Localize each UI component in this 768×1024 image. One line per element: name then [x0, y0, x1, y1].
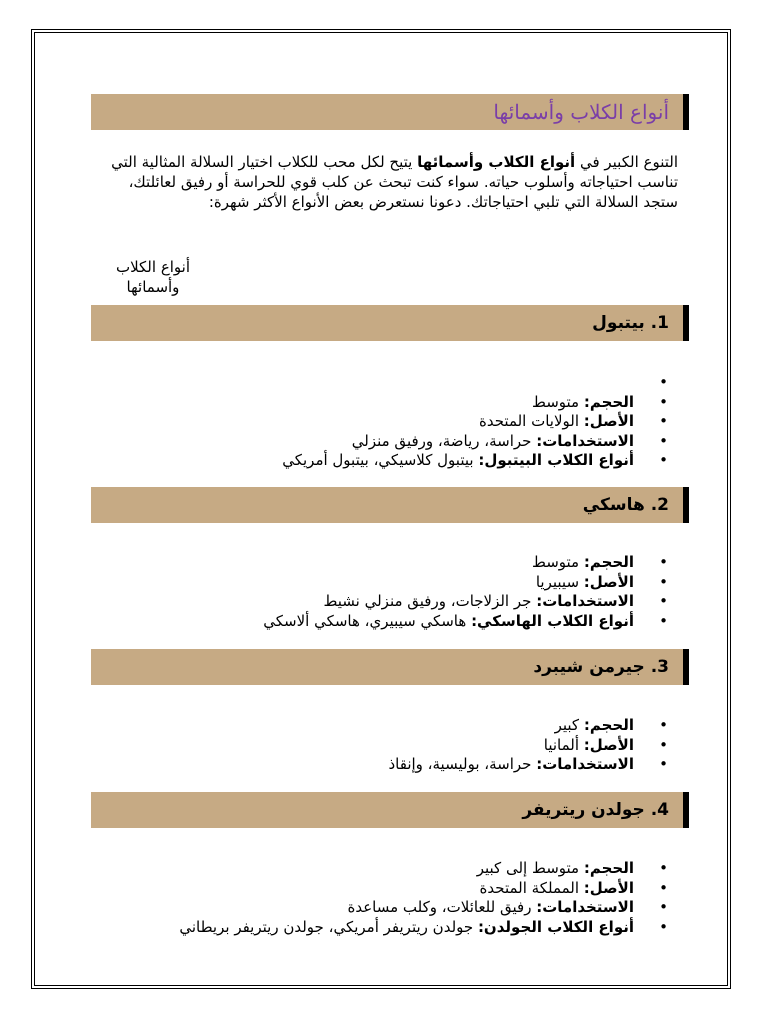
section-list	[98, 859, 668, 937]
bullet: •	[659, 755, 668, 773]
intro-bold: أنواع الكلاب وأسمائها	[417, 153, 576, 171]
section-heading: 1. بيتبول	[592, 313, 669, 333]
bullet: •	[659, 716, 668, 734]
list-item	[98, 859, 668, 879]
item-value: متوسط إلى كبير	[476, 859, 584, 877]
bullet: •	[659, 878, 668, 897]
item-value: الولايات المتحدة	[479, 412, 584, 430]
item-value: متوسط	[531, 392, 584, 411]
item-label: الأصل:	[583, 412, 634, 430]
title-band	[91, 94, 689, 130]
image-caption: أنواع الكلاب وأسمائها	[115, 258, 191, 296]
bullet: •	[659, 572, 668, 591]
page-title: أنواع الكلاب وأسمائها	[493, 100, 669, 124]
bullet: •	[659, 735, 668, 754]
section-band	[91, 649, 689, 685]
item-value: المملكة المتحدة	[479, 878, 584, 897]
list-item	[98, 572, 668, 593]
bullet: •	[659, 898, 668, 916]
bullet: •	[659, 392, 668, 411]
item-value: هاسكي سيبيري، هاسكي ألاسكي	[263, 611, 472, 630]
item-label: الأصل:	[583, 735, 634, 754]
list-item	[98, 898, 668, 918]
bullet: •	[659, 553, 668, 571]
item-label: الاستخدامات:	[536, 755, 634, 773]
bullet: •	[659, 373, 668, 391]
item-label: الحجم:	[583, 859, 634, 877]
intro-suffix: يتيح لكل محب للكلاب اختيار السلالة المثالية التي تناسب احتياجاته وأسلوب حياته. سواء كنت تبحث عن كلب قوي للحراسة أو رفيق لعائلتك، ستجد السلالة التي تلبي احتياجاتك. دعونا نستعرض بعض الأنواع الأكثر شهرة:	[111, 153, 678, 211]
list-item	[98, 735, 668, 756]
bullet: •	[659, 412, 668, 430]
section-heading: 3. جيرمن شيبرد	[533, 657, 669, 677]
bullet: •	[659, 859, 668, 877]
section-band	[91, 305, 689, 341]
item-label: أنواع الكلاب الهاسكي:	[471, 611, 634, 630]
list-item	[98, 373, 668, 393]
item-value: بيتبول كلاسيكي، بيتبول أمريكي	[282, 451, 479, 469]
list-item	[98, 553, 668, 573]
list-item	[98, 392, 668, 413]
list-item	[98, 451, 668, 471]
list-item	[98, 917, 668, 938]
item-label: أنواع الكلاب الجولدن:	[477, 917, 634, 936]
item-value: جولدن ريتريفر أمريكي، جولدن ريتريفر بريطاني	[179, 917, 478, 936]
bullet: •	[659, 431, 668, 450]
list-item	[98, 878, 668, 899]
bullet: •	[659, 451, 668, 469]
item-value: كبير	[554, 716, 584, 734]
item-value: حراسة، بوليسية، وإنقاذ	[388, 755, 537, 773]
intro-paragraph	[98, 152, 678, 212]
item-label: أنواع الكلاب البيتبول:	[478, 451, 634, 469]
list-item	[98, 716, 668, 736]
item-value: حراسة، رياضة، ورفيق منزلي	[351, 431, 537, 450]
item-value: ألمانيا	[543, 735, 584, 754]
list-item	[98, 611, 668, 632]
item-label: الاستخدامات:	[536, 898, 634, 916]
section-band	[91, 487, 689, 523]
item-value: سيبيريا	[535, 572, 584, 591]
list-item	[98, 431, 668, 452]
section-list	[98, 553, 668, 631]
bullet: •	[659, 592, 668, 610]
bullet: •	[659, 917, 668, 936]
bullet: •	[659, 611, 668, 630]
item-label: الاستخدامات:	[536, 431, 634, 450]
section-heading: 2. هاسكي	[582, 495, 669, 515]
list-item	[98, 412, 668, 432]
item-label: الأصل:	[583, 572, 634, 591]
list-item	[98, 592, 668, 612]
item-label: الأصل:	[583, 878, 634, 897]
item-value: رفيق للعائلات، وكلب مساعدة	[347, 898, 537, 916]
section-band	[91, 792, 689, 828]
item-label: الحجم:	[583, 392, 634, 411]
section-list	[98, 373, 668, 471]
item-value: جر الزلاجات، ورفيق منزلي نشيط	[323, 592, 537, 610]
item-label: الاستخدامات:	[536, 592, 634, 610]
list-item	[98, 755, 668, 775]
section-heading: 4. جولدن ريتريفر	[522, 800, 669, 820]
item-value: متوسط	[531, 553, 584, 571]
section-list	[98, 716, 668, 775]
intro-prefix: التنوع الكبير في	[575, 153, 678, 171]
item-label: الحجم:	[583, 553, 634, 571]
item-label: الحجم:	[583, 716, 634, 734]
